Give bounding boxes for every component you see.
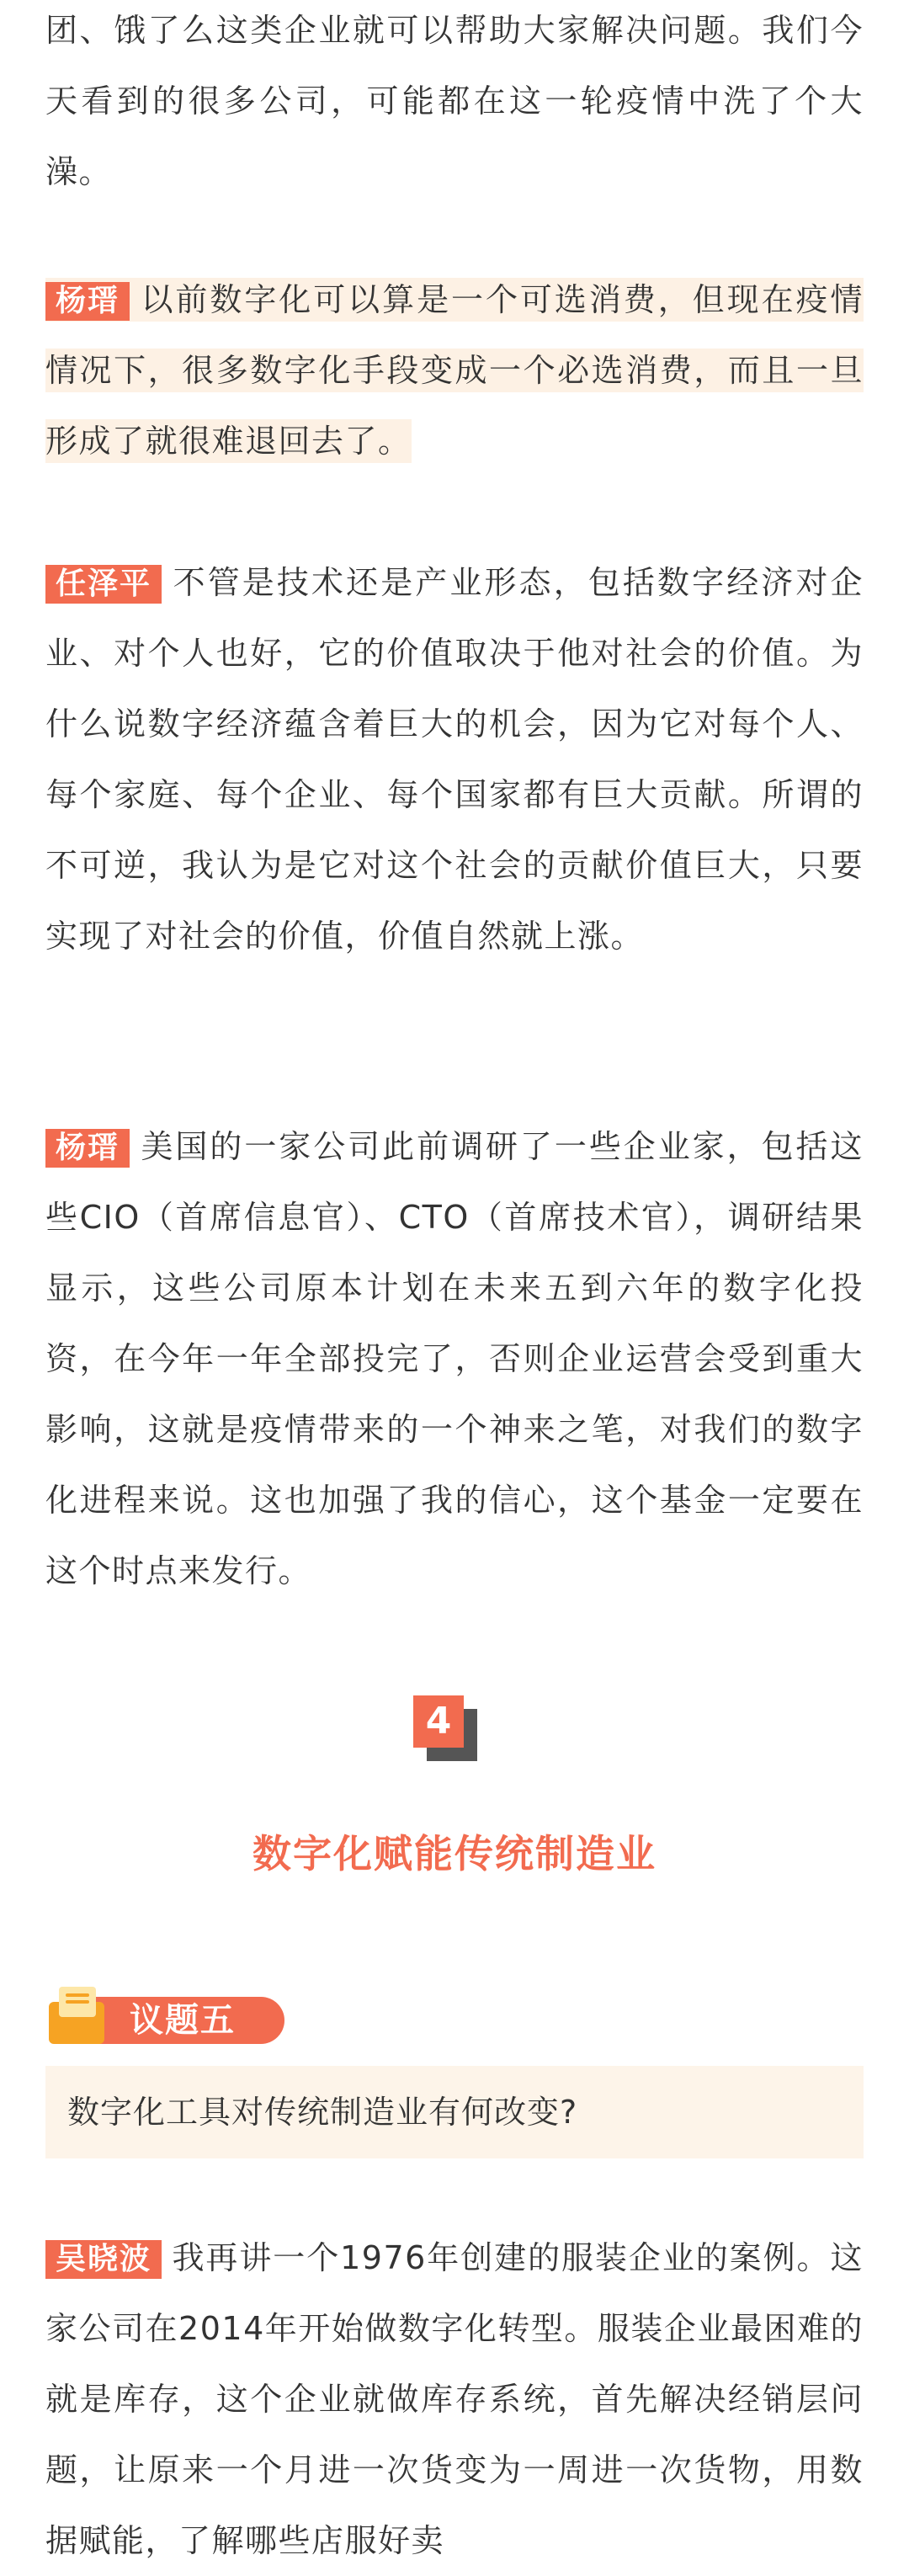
speaker-tag: 杨瑨 [45, 1129, 130, 1168]
question-text: 数字化工具对传统制造业有何改变? [67, 2094, 578, 2131]
highlighted-quote [45, 278, 864, 463]
paragraph [45, 1111, 864, 1606]
paragraph-text: 不管是技术还是产业形态，包括数字经济对企业、对个人也好，它的价值取决于他对社会的价值。为什么说数字经济蕴含着巨大的机会，因为它对每个人、每个家庭、每个企业、每个国家都有巨大贡献。所谓的不可逆，我认为是它对这个社会的贡献价值巨大，只要实现了对社会的价值，价值自然就上涨。 [45, 564, 864, 955]
paragraph-text: 美国的一家公司此前调研了一些企业家，包括这些CIO（首席信息官）、CTO（首席技术官），调研结果显示，这些公司原本计划在未来五到六年的数字化投资，在今年一年全部投完了，否则企业运营会受到重大影响，这就是疫情带来的一个神来之笔，对我们的数字化进程来说。这也加强了我的信心，这个基金一定要在这个时点来发行。 [45, 1128, 864, 1589]
paragraph-text: 以前数字化可以算是一个可选消费，但现在疫情情况下，很多数字化手段变成一个必选消费，而且一旦形成了就很难退回去了。 [45, 281, 864, 460]
question-box [45, 2066, 864, 2158]
letter-icon [59, 1987, 96, 2017]
section-number-badge [413, 1695, 497, 1780]
paragraph-text: 我再讲一个1976年创建的服装企业的案例。这家公司在2014年开始做数字化转型。服装企业最困难的就是库存，这个企业就做库存系统，首先解决经销层问题，让原来一个月进一次货变为一周进一次货物，用数据赋能，了解哪些店服好卖 [45, 2239, 864, 2559]
speaker-tag: 杨瑨 [45, 282, 130, 321]
speaker-tag: 吴晓波 [45, 2240, 162, 2279]
paragraph-highlighted [45, 264, 864, 476]
speaker-tag: 任泽平 [45, 565, 162, 604]
paragraph-text: 团、饿了么这类企业就可以帮助大家解决问题。我们今天看到的很多公司，可能都在这一轮疫情中洗了个大澡。 [45, 12, 864, 190]
section-number: 4 [413, 1695, 464, 1748]
paragraph [45, 547, 864, 971]
paragraph [45, 0, 864, 207]
paragraph [45, 2222, 864, 2576]
topic-badge [49, 1992, 284, 2044]
section-title: 数字化赋能传统制造业 [252, 1831, 656, 1876]
topic-label: 议题五 [130, 2001, 236, 2040]
